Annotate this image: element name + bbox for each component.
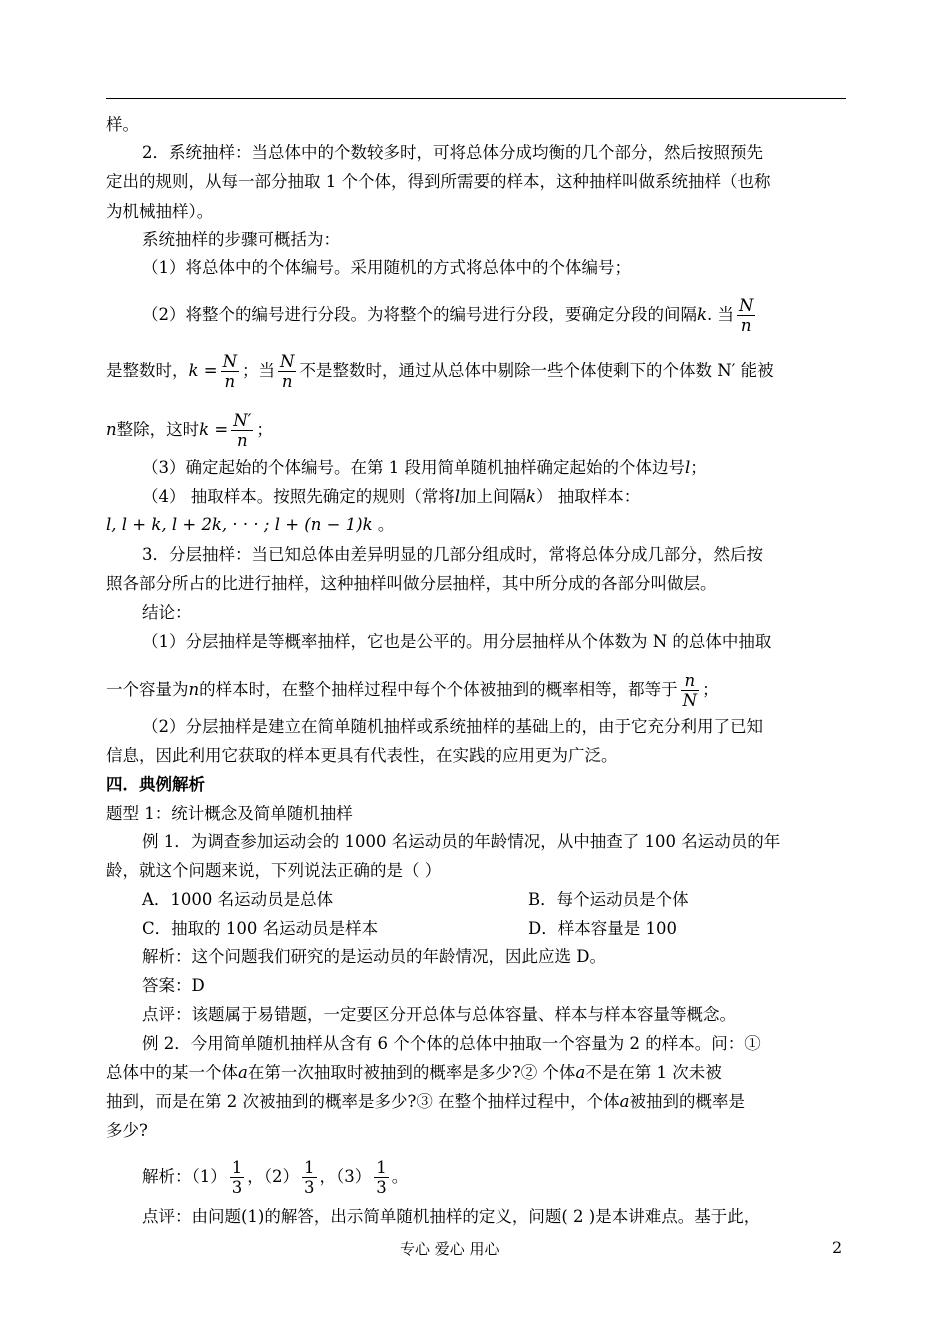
text-line <box>142 458 707 478</box>
fraction-N-over-n <box>221 353 239 390</box>
text-line: 定出的规则，从每一部分抽取 1 个个体，得到所需要的样本，这种抽样叫做系统抽样（也称 <box>106 172 771 191</box>
text-span: 是整数时， <box>106 361 189 380</box>
fraction-one-third <box>302 1159 317 1196</box>
fraction-denominator: n <box>236 431 248 450</box>
text-span: 不是整数时，通过从总体中剔除一些个体使剩下的个体数 N′ 能被 <box>299 361 774 380</box>
page-number: 2 <box>832 1238 843 1257</box>
fraction-one-third <box>230 1159 245 1196</box>
text-span: 的样本时，在整个抽样过程中每个个体被抽到的概率相等，都等于 <box>199 680 678 699</box>
text-line <box>106 353 774 390</box>
fraction-denominator: 3 <box>304 1178 315 1197</box>
text-line <box>106 412 273 449</box>
fraction-numerator: N <box>280 352 295 371</box>
text-line: （2）分层抽样是建立在简单随机抽样或系统抽样的基础上的，由于它充分利用了已知 <box>142 717 763 736</box>
text-line <box>106 515 394 535</box>
text-span: ） 抽取样本： <box>536 487 641 506</box>
text-span: ；当 <box>242 361 276 380</box>
text-span: 加上间隔 <box>460 487 527 506</box>
text-line <box>142 1159 408 1196</box>
fraction-denominator: N <box>682 691 698 710</box>
fraction-numerator: N <box>222 352 238 371</box>
text-line: 样。 <box>106 115 139 134</box>
text-line: 答案：D <box>142 976 205 995</box>
math-k: k = <box>188 361 218 380</box>
option-a: A．1000 名运动员是总体 <box>142 890 334 909</box>
text-line: 结论： <box>142 603 192 622</box>
math-k: k <box>526 487 537 506</box>
text-line: 3．分层抽样：当已知总体由差异明显的几部分组成时，常将总体分成几部分，然后按 <box>142 545 763 564</box>
text-line: 例 2．今用简单随机抽样从含有 6 个个体的总体中抽取一个容量为 2 的样本。问：① <box>142 1034 761 1053</box>
text-span: 。 <box>391 1167 409 1186</box>
text-span: ； <box>702 680 719 699</box>
fraction-one-third <box>374 1159 389 1196</box>
fraction-denominator: n <box>740 316 752 335</box>
math-l: l <box>454 487 461 506</box>
text-line <box>142 297 758 334</box>
fraction-numerator: N <box>739 296 754 315</box>
fraction-Nprime-over-n <box>231 412 253 449</box>
fraction-n-over-N <box>681 672 699 709</box>
text-span: 。 <box>372 515 395 534</box>
fraction-numerator: 1 <box>304 1158 315 1177</box>
fraction-numerator: 1 <box>376 1158 387 1177</box>
math-k: k = <box>199 420 229 439</box>
text-span: 在第一次抽取时被抽到的概率是多少?② 个体 <box>247 1063 576 1082</box>
math-l: l <box>685 458 691 477</box>
math-a: a <box>575 1063 586 1082</box>
text-span: 被抽到的概率是 <box>629 1092 745 1111</box>
fraction-numerator: N′ <box>233 411 252 430</box>
fraction-N-over-n <box>737 297 755 334</box>
subheading: 题型 1：统计概念及简单随机抽样 <box>106 804 353 823</box>
text-line <box>106 1092 745 1112</box>
text-span: ； <box>690 458 707 477</box>
text-span: 抽到，而是在第 2 次被抽到的概率是多少?③ 在整个抽样过程中，个体 <box>106 1092 620 1111</box>
text-line: 点评：该题属于易错题，一定要区分开总体与总体容量、样本与样本容量等概念。 <box>142 1005 736 1024</box>
text-line: 为机械抽样）。 <box>106 202 214 221</box>
option-b: B．每个运动员是个体 <box>528 890 689 909</box>
text-line <box>142 487 640 507</box>
fraction-denominator: 3 <box>231 1178 243 1197</box>
text-line <box>106 1063 722 1083</box>
text-span: 整除，这时 <box>116 420 200 439</box>
text-span: （4） 抽取样本。按照先确定的规则（常将 <box>142 487 455 506</box>
text-line: （1）分层抽样是等概率抽样，它也是公平的。用分层抽样从个体数为 N 的总体中抽取 <box>142 632 772 651</box>
math-sequence: l, l + k, l + 2k, · · · ; l + (n − 1)k <box>106 515 373 534</box>
text-span: （3）确定起始的个体编号。在第 1 段用简单随机抽样确定起始的个体边号 <box>142 458 685 477</box>
text-line: 例 1．为调查参加运动会的 1000 名运动员的年龄情况，从中抽查了 100 名运动员的年 <box>142 832 781 851</box>
text-line: 系统抽样的步骤可概括为： <box>142 230 340 249</box>
option-d: D．样本容量是 100 <box>528 919 677 938</box>
option-c: C．抽取的 100 名运动员是样本 <box>142 919 379 938</box>
text-span: ； <box>256 420 273 439</box>
math-k: k <box>697 305 707 324</box>
math-a: a <box>238 1063 248 1082</box>
text-span: 一个容量为 <box>106 680 189 699</box>
text-span: . 当 <box>707 305 734 324</box>
text-span: （2）将整个的编号进行分段。为将整个的编号进行分段，要确定分段的间隔 <box>142 305 697 324</box>
math-a: a <box>619 1092 630 1111</box>
math-n: n <box>106 420 117 439</box>
text-span: ，（3） <box>319 1167 372 1186</box>
footer-text: 专心 爱心 用心 <box>400 1240 500 1258</box>
text-line <box>106 672 719 709</box>
text-line: 点评：由问题(1)的解答，出示简单随机抽样的定义，问题( 2 )是本讲难点。基于此， <box>142 1207 761 1226</box>
text-span: ，（2） <box>247 1167 299 1186</box>
text-span: 解析：（1） <box>142 1167 227 1186</box>
fraction-numerator: 1 <box>231 1158 243 1177</box>
fraction-denominator: n <box>281 372 293 391</box>
fraction-denominator: 3 <box>376 1178 387 1197</box>
text-span: 总体中的某一个体 <box>106 1063 238 1082</box>
text-line: 2．系统抽样：当总体中的个数较多时，可将总体分成均衡的几个部分，然后按照预先 <box>142 143 763 162</box>
math-n: n <box>188 680 200 699</box>
fraction-N-over-n <box>278 353 296 390</box>
section-heading: 四．典例解析 <box>106 775 205 794</box>
text-line: 多少? <box>106 1121 148 1140</box>
text-line: （1）将总体中的个体编号。采用随机的方式将总体中的个体编号； <box>142 258 631 277</box>
text-line: 信息，因此利用它获取的样本更具有代表性，在实践的应用更为广泛。 <box>106 746 618 765</box>
text-line: 照各部分所占的比进行抽样，这种抽样叫做分层抽样，其中所分成的各部分叫做层。 <box>106 574 717 593</box>
text-line: 龄，就这个问题来说，下列说法正确的是（ ） <box>106 861 442 880</box>
fraction-numerator: n <box>681 672 699 691</box>
header-rule <box>106 98 846 99</box>
text-span: 不是在第 1 次未被 <box>585 1063 722 1082</box>
fraction-denominator: n <box>224 372 236 391</box>
text-line: 解析：这个问题我们研究的是运动员的年龄情况，因此应选 D。 <box>142 947 606 966</box>
